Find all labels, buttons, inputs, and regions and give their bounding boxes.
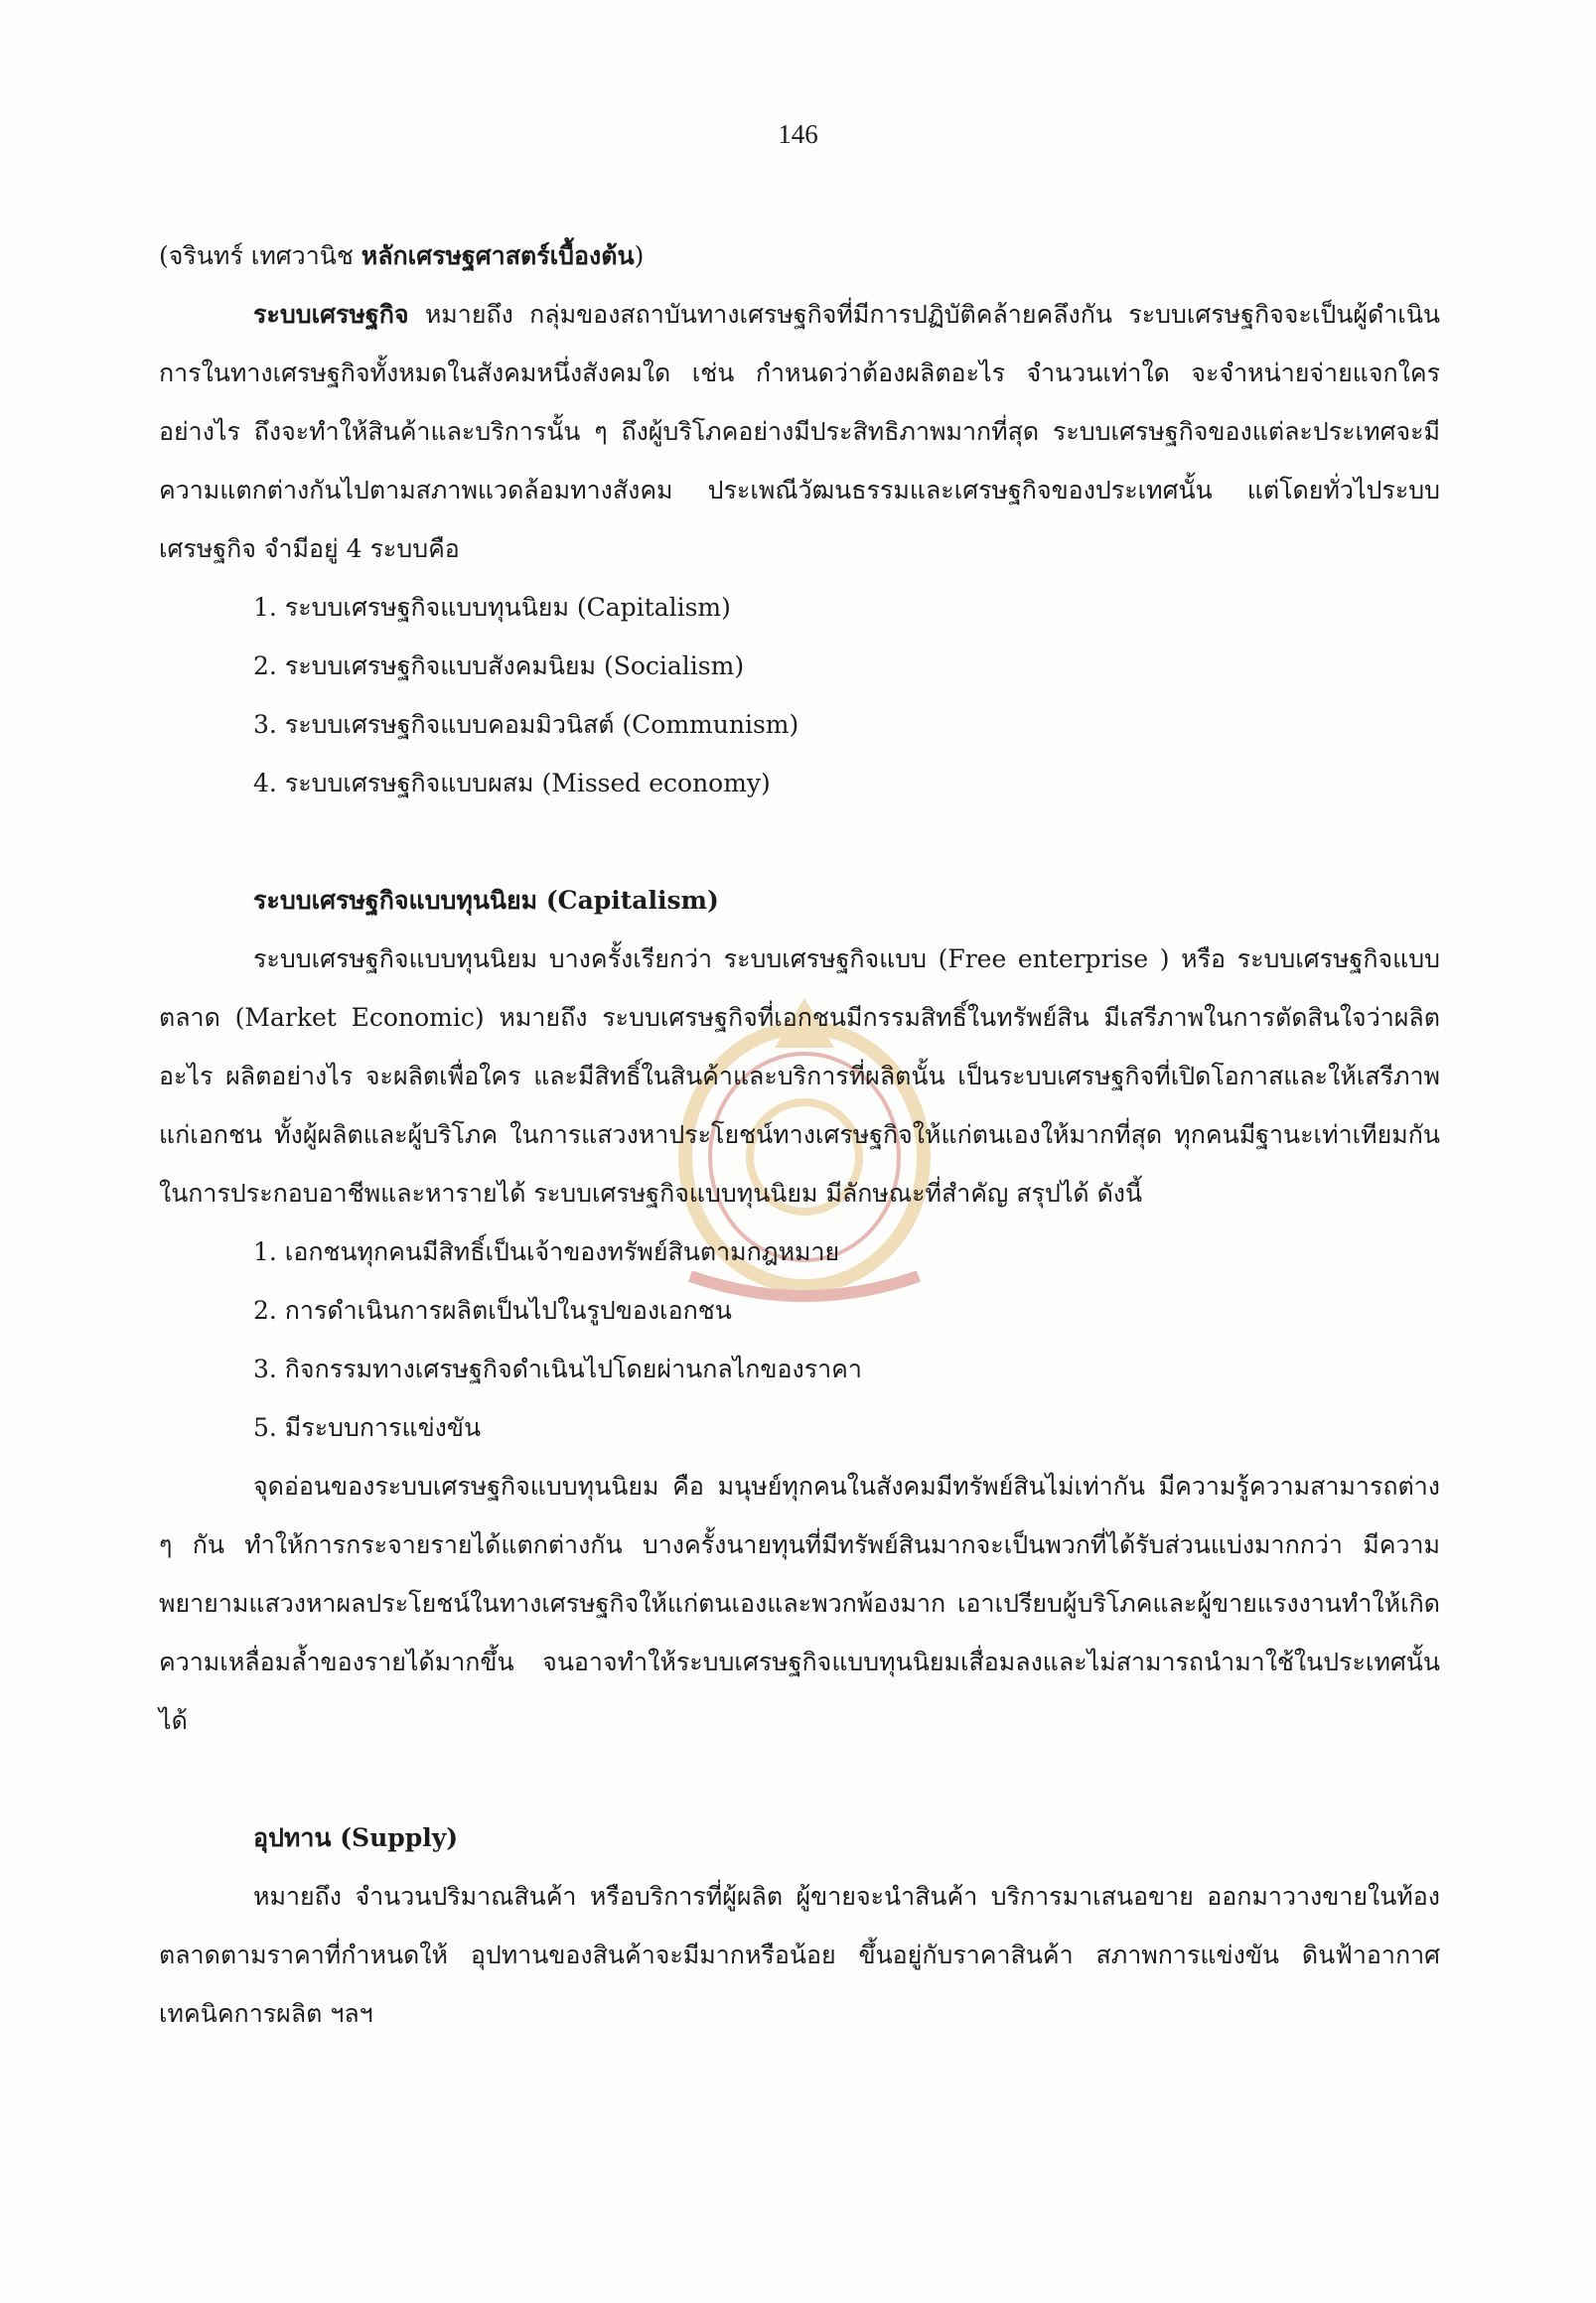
source-citation <box>159 226 1440 285</box>
capitalism-paragraph: ระบบเศรษฐกิจแบบทุนนิยม บางครั้งเรียกว่า ระบบเศรษฐกิจแบบ (Free enterprise ) หรือ ระบบเศรษฐกิจแบบตลาด (Market Economic) หมายถึง ระบบเศรษฐกิจที่เอกชนมีกรรมสิทธิ์ในทรัพย์สิน มีเสรีภาพในการตัดสินใจว่าผลิตอะไร ผลิตอย่างไร จะผลิตเพื่อใคร และมีสิทธิ์ในสินค้าและบริการที่ผลิตนั้น เป็นระบบเศรษฐกิจที่เปิดโอกาสและให้เสรีภาพแก่เอกชน ทั้งผู้ผลิตและผู้บริโภค ในการแสวงหาประโยชน์ทางเศรษฐกิจให้แก่ตนเองให้มากที่สุด ทุกคนมีฐานะเท่าเทียมกันในการประกอบอาชีพและหารายได้ ระบบเศรษฐกิจแบบทุนนิยม มีลักษณะที่สำคัญ สรุปได้ ดังนี้ <box>159 944 1440 1208</box>
capitalism-heading: ระบบเศรษฐกิจแบบทุนนิยม (Capitalism) <box>253 886 719 915</box>
intro-term: ระบบเศรษฐกิจ <box>253 300 409 329</box>
intro-text: หมายถึง กลุ่มของสถาบันทางเศรษฐกิจที่มีการปฏิบัติคล้ายคลึงกัน ระบบเศรษฐกิจจะเป็นผู้ดำเนินการในทางเศรษฐกิจทั้งหมดในสังคมหนึ่งสังคมใด เช่น กำหนดว่าต้องผลิตอะไร จำนวนเท่าใด จะจำหน่ายจ่ายแจกใครอย่างไร ถึงจะทำให้สินค้าและบริการนั้น ๆ ถึงผู้บริโภคอย่างมีประสิทธิภาพมากที่สุด ระบบเศรษฐกิจของแต่ละประเทศจะมีความแตกต่างกันไปตามสภาพแวดล้อมทางสังคม ประเพณีวัฒนธรรมและเศรษฐกิจของประเทศนั้น แต่โดยทั่วไประบบเศรษฐกิจ จำมีอยู่ 4 ระบบคือ <box>159 300 1440 563</box>
source-book-title: หลักเศรษฐศาสตร์เบื้องต้น <box>361 241 635 270</box>
list-item: 2. ระบบเศรษฐกิจแบบสังคมนิยม (Socialism) <box>253 651 745 680</box>
economic-systems-list <box>159 578 1440 812</box>
list-item: 5. มีระบบการแข่งขัน <box>253 1413 482 1442</box>
source-author: (จรินทร์ เทศวานิช <box>159 241 362 270</box>
list-item: 3. ระบบเศรษฐกิจแบบคอมมิวนิสต์ (Communism) <box>253 710 799 739</box>
capitalism-weakness-paragraph: จุดอ่อนของระบบเศรษฐกิจแบบทุนนิยม คือ มนุษย์ทุกคนในสังคมมีทรัพย์สินไม่เท่ากัน มีความรู้ความสามารถต่าง ๆ กัน ทำให้การกระจายรายได้แตกต่างกัน บางครั้งนายทุนที่มีทรัพย์สินมากจะเป็นพวกที่ได้รับส่วนแบ่งมากกว่า มีความพยายามแสวงหาผลประโยชน์ในทางเศรษฐกิจให้แก่ตนเองและพวกพ้องมาก เอาเปรียบผู้บริโภคและผู้ขายแรงงานทำให้เกิดความเหลื่อมล้ำของรายได้มากขึ้น จนอาจทำให้ระบบเศรษฐกิจแบบทุนนิยมเสื่อมลงและไม่สามารถนำมาใช้ในประเทศนั้นได้ <box>159 1472 1440 1735</box>
capitalism-features-list <box>159 1223 1440 1457</box>
list-item: 1. เอกชนทุกคนมีสิทธิ์เป็นเจ้าของทรัพย์สินตามกฎหมาย <box>253 1237 840 1266</box>
list-item: 4. ระบบเศรษฐกิจแบบผสม (Missed economy) <box>253 769 771 797</box>
intro-paragraph <box>159 285 1440 578</box>
source-close: ) <box>634 241 645 270</box>
list-item: 2. การดำเนินการผลิตเป็นไปในรูปของเอกชน <box>253 1296 732 1325</box>
document-body <box>159 226 1440 2043</box>
page-number: 146 <box>778 119 818 149</box>
list-item: 3. กิจกรรมทางเศรษฐกิจดำเนินไปโดยผ่านกลไกของราคา <box>253 1355 862 1383</box>
supply-heading: อุปทาน (Supply) <box>253 1823 459 1852</box>
supply-paragraph: หมายถึง จำนวนปริมาณสินค้า หรือบริการที่ผู้ผลิต ผู้ขายจะนำสินค้า บริการมาเสนอขาย ออกมาวางขายในท้องตลาดตามราคาที่กำหนดให้ อุปทานของสินค้าจะมีมากหรือน้อย ขึ้นอยู่กับราคาสินค้า สภาพการแข่งขัน ดินฟ้าอากาศ เทคนิคการผลิต ฯลฯ <box>159 1882 1440 2028</box>
list-item: 1. ระบบเศรษฐกิจแบบทุนนิยม (Capitalism) <box>253 593 731 622</box>
